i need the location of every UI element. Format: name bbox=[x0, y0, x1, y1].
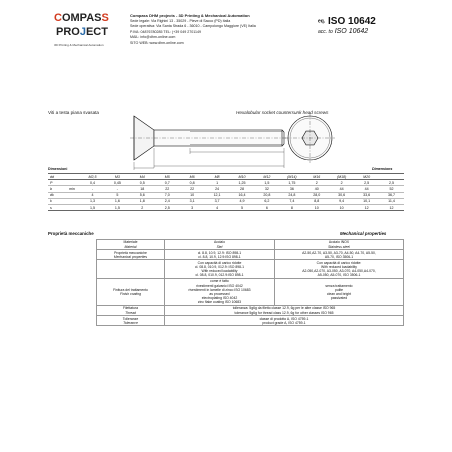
table-cell: 3 bbox=[180, 204, 205, 210]
cell-line: electroplating ISO 4042 bbox=[201, 296, 238, 301]
standard-code: ISO 10642 bbox=[328, 16, 376, 27]
row-header-it: Filettatura bbox=[122, 306, 139, 311]
table-cell: 2 bbox=[304, 180, 329, 186]
company-name: Compass DHM projects - 3D Printing & Mechanical Automation bbox=[130, 13, 250, 18]
row-header-en: Tolerance bbox=[123, 320, 138, 325]
row-header-it: Finitura del trattamento bbox=[113, 287, 148, 292]
table-cell: 2 bbox=[130, 204, 155, 210]
table-cell: - bbox=[80, 186, 105, 192]
header-material-it: Materiale bbox=[123, 240, 138, 245]
table-cell bbox=[165, 278, 275, 305]
table-cell: 0,8 bbox=[180, 180, 205, 186]
table-header-cell: M16 bbox=[304, 174, 329, 180]
standard-sub bbox=[318, 28, 398, 35]
table-row bbox=[97, 260, 404, 279]
dimensions-body bbox=[48, 180, 404, 211]
cell-line: product grade A, ISO 4759-1 bbox=[262, 320, 306, 325]
standard-sub-prefix: acc. to bbox=[318, 29, 333, 35]
table-cell: 0,5 bbox=[130, 180, 155, 186]
row-header-cell bbox=[97, 250, 165, 260]
table-cell: 40 bbox=[304, 186, 329, 192]
cell-line: classe di prodotto A, ISO 4759-1 bbox=[259, 316, 309, 321]
table-header-cell: M8 bbox=[205, 174, 230, 180]
cell-line: Con capacità di carico ridotte bbox=[197, 260, 242, 265]
table-cell: 2,5 bbox=[379, 180, 404, 186]
cell-line: tolerance 5g6g for thread class 12.9, 6g for other classes ISO 965 bbox=[234, 310, 334, 315]
table-cell: 12,1 bbox=[205, 192, 230, 198]
row-header-cell bbox=[97, 305, 165, 315]
logo-wordmark-bottom bbox=[56, 26, 108, 38]
screw-side-view bbox=[130, 116, 288, 170]
product-title-english: Hexalobular socket countersunk head screws bbox=[236, 110, 329, 115]
table-header-cell: dd bbox=[48, 174, 64, 180]
table-cell: 22 bbox=[180, 186, 205, 192]
company-legal-address: Sede legale: Via Righini 13 - 35029 - Pieve di Sacco (PD) Italia bbox=[130, 18, 231, 23]
logo-tagline: 3D Printing & Mechanical Automation bbox=[54, 43, 104, 47]
table-cell: 1,5 bbox=[254, 180, 279, 186]
table-header-cell bbox=[97, 240, 165, 250]
table-header-cell: M6 bbox=[180, 174, 205, 180]
row-header-en: Mechanical properties bbox=[113, 254, 148, 259]
table-cell: 1,6 bbox=[105, 198, 130, 204]
header-material-en: Material bbox=[124, 244, 137, 249]
cell-line: A5-050, A5-070, ISO 3506-1 bbox=[317, 273, 361, 278]
table-cell: 8 bbox=[279, 204, 304, 210]
header-steel-en: Stel bbox=[216, 244, 223, 249]
table-cell: 6,2 bbox=[254, 198, 279, 204]
company-vat-phone: P.IVA: 04876780285 TEL: (+39 049 2701149 bbox=[130, 29, 201, 34]
table-cell: 3,7 bbox=[205, 198, 230, 204]
table-header-cell: M3 bbox=[105, 174, 130, 180]
table-cell: 0,4 bbox=[80, 180, 105, 186]
cell-line: A2-050,A2-070, A3-050, A3-070, A4-050,A4-070, bbox=[302, 269, 376, 274]
table-cell: 5 bbox=[105, 192, 130, 198]
table-cell: 20,8 bbox=[254, 192, 279, 198]
table-cell: 0,7 bbox=[155, 180, 180, 186]
logo-letter: J bbox=[79, 26, 86, 38]
logo-text: ECT bbox=[85, 26, 108, 38]
row-header-cell bbox=[97, 278, 165, 305]
company-website[interactable]: SITO WEB: www.dhm-online.com bbox=[130, 40, 184, 45]
cell-line: tolleranza: 5g6g da filetto classe 12.9, 6g per le altre classe ISO 965 bbox=[232, 306, 336, 311]
table-header-cell: M2,5 bbox=[80, 174, 105, 180]
table-row bbox=[97, 278, 404, 305]
table-cell: 2,5 bbox=[155, 204, 180, 210]
table-cell: 1 bbox=[205, 180, 230, 186]
mechanical-header-row bbox=[97, 240, 404, 250]
cell-line: cl. 08.8, 010.9, 012.9: ISO 898-1 bbox=[194, 264, 244, 269]
cell-line: cl. 8.8, 10.9, 12.9:ISO 898-1 bbox=[198, 254, 241, 259]
table-cell bbox=[165, 305, 404, 315]
cell-line: come è fatto bbox=[210, 279, 229, 284]
header-inox-en: Stainless steel bbox=[328, 244, 350, 249]
row-header-cell bbox=[97, 260, 165, 279]
row-header-it: Tolleranze bbox=[122, 316, 139, 321]
table-cell bbox=[64, 204, 80, 210]
table-header-cell: M12 bbox=[254, 174, 279, 180]
screw-technical-drawing bbox=[130, 112, 340, 174]
company-info bbox=[130, 13, 290, 47]
cell-line: zinc flake coating ISO 10683 bbox=[197, 300, 242, 305]
dimensions-label-italian: Dimensioni bbox=[48, 167, 68, 171]
table-cell: 10 bbox=[304, 204, 329, 210]
product-title-italian: Viti a testa piana svasata bbox=[48, 110, 99, 115]
table-cell: 32 bbox=[254, 186, 279, 192]
header-steel-it: Acciaio bbox=[214, 240, 225, 245]
cell-line: passivated bbox=[330, 296, 348, 301]
cell-line: senza trattamento bbox=[325, 283, 353, 288]
table-cell: 22 bbox=[155, 186, 180, 192]
cell-line: cl. 08.8, 010.9, 012.9:ISO 898-1 bbox=[195, 273, 244, 278]
table-cell: 1,25 bbox=[230, 180, 255, 186]
cell-line: Con capacità di carico ridotte: bbox=[316, 260, 362, 265]
table-cell bbox=[165, 260, 275, 279]
dimensions-label-english: Dimensions bbox=[372, 167, 393, 171]
cell-line: With reduced loadability bbox=[201, 269, 238, 274]
table-cell: 4 bbox=[205, 204, 230, 210]
table-header-cell bbox=[275, 240, 404, 250]
logo-text: OMPAS bbox=[61, 12, 102, 24]
dimensions-table bbox=[48, 173, 404, 211]
table-cell: 2 bbox=[329, 180, 354, 186]
table-cell bbox=[275, 250, 404, 260]
logo-wordmark-top bbox=[54, 12, 109, 24]
cell-line: pulite bbox=[334, 287, 344, 292]
table-cell: 44 bbox=[329, 186, 354, 192]
table-cell: 2,4 bbox=[155, 198, 180, 204]
table-cell: - bbox=[105, 186, 130, 192]
table-cell: 24,8 bbox=[279, 192, 304, 198]
table-cell: 10 bbox=[329, 204, 354, 210]
table-cell: 36 bbox=[279, 186, 304, 192]
table-cell: 5,6 bbox=[130, 192, 155, 198]
table-cell: 7,0 bbox=[155, 192, 180, 198]
row-header-cell bbox=[97, 316, 165, 326]
header-inox-it: Acciaio INOX bbox=[328, 240, 350, 245]
table-cell: 9,4 bbox=[329, 198, 354, 204]
table-row bbox=[97, 316, 404, 326]
table-cell: 11,4 bbox=[379, 198, 404, 204]
standard-main bbox=[318, 16, 398, 27]
table-cell: 4,9 bbox=[230, 198, 255, 204]
mechanical-body bbox=[97, 250, 404, 326]
table-cell: 8,8 bbox=[304, 198, 329, 204]
table-cell: 4 bbox=[80, 192, 105, 198]
standard-reference bbox=[318, 16, 398, 35]
cell-line: as processed bbox=[209, 291, 230, 296]
table-cell: 16,4 bbox=[230, 192, 255, 198]
cell-line: rivestimenti galvanici ISO 4042 bbox=[196, 283, 243, 288]
company-email[interactable]: MAIL: info@dhm-online.com bbox=[130, 35, 176, 40]
table-cell: 18 bbox=[130, 186, 155, 192]
table-cell: 36,7 bbox=[379, 192, 404, 198]
logo-letter: C bbox=[54, 12, 62, 24]
table-row bbox=[97, 250, 404, 260]
table-cell: 1,75 bbox=[279, 180, 304, 186]
table-cell bbox=[275, 260, 404, 279]
standard-sub-code: ISO 10642 bbox=[334, 28, 369, 35]
table-cell bbox=[275, 278, 404, 305]
logo-text: PRO bbox=[56, 26, 80, 38]
table-cell bbox=[165, 250, 275, 260]
table-cell: 28,0 bbox=[304, 192, 329, 198]
table-cell: k bbox=[48, 198, 64, 204]
table-cell: 1,5 bbox=[80, 204, 105, 210]
table-cell: 24 bbox=[205, 186, 230, 192]
cell-line: A5-70, ISO 3506-1 bbox=[324, 254, 354, 259]
table-cell: 6 bbox=[254, 204, 279, 210]
cell-line: With reduced loadability bbox=[321, 264, 357, 269]
table-cell: 10,1 bbox=[354, 198, 379, 204]
cell-line: A2-50,A2-70, A3-50, A3-70, A4-50, A4-70, A5-50, bbox=[302, 250, 376, 255]
table-cell: 52 bbox=[379, 186, 404, 192]
table-row bbox=[97, 305, 404, 315]
table-cell: 12 bbox=[379, 204, 404, 210]
table-row bbox=[48, 204, 404, 210]
table-header-cell bbox=[165, 240, 275, 250]
table-cell: 0,45 bbox=[105, 180, 130, 186]
table-header-cell: M4 bbox=[130, 174, 155, 180]
cell-line: clean and bright bbox=[326, 291, 352, 296]
table-cell: 12 bbox=[354, 204, 379, 210]
table-header-cell: M10 bbox=[230, 174, 255, 180]
row-header-en: Finish coating bbox=[120, 291, 141, 296]
mechanical-label-italian: Proprietà meccaniche bbox=[48, 231, 94, 236]
cell-line: cl. 8.8, 10.9, 12.9: ISO 898-1 bbox=[197, 250, 242, 255]
screw-end-view bbox=[285, 113, 335, 163]
row-header-en: Thread bbox=[125, 310, 136, 315]
standard-prefix: eq. bbox=[318, 18, 326, 25]
table-cell: 28 bbox=[230, 186, 255, 192]
row-header-it: Proprietà meccaniche bbox=[114, 250, 147, 255]
table-cell: min bbox=[64, 186, 80, 192]
table-cell: 5 bbox=[230, 204, 255, 210]
table-header-cell: M20 bbox=[354, 174, 379, 180]
table-cell bbox=[165, 316, 404, 326]
company-logo bbox=[54, 12, 122, 52]
table-cell: 44 bbox=[354, 186, 379, 192]
company-operating-address: Sede operativa: Via Santa Strada 6 - 36010 - Campolongo Maggiore (VE) Italia bbox=[130, 24, 256, 29]
mechanical-label-english: Mechanical properties bbox=[340, 231, 387, 236]
table-header-cell: (M14) bbox=[279, 174, 304, 180]
table-cell: 1,8 bbox=[130, 198, 155, 204]
mechanical-properties-table bbox=[96, 239, 404, 326]
cell-line: rivestimenti in lamelle di zinco ISO 10683 bbox=[188, 287, 251, 292]
table-cell: s bbox=[48, 204, 64, 210]
table-cell: 1,5 bbox=[105, 204, 130, 210]
table-cell: P bbox=[48, 180, 64, 186]
table-cell: 10 bbox=[180, 192, 205, 198]
table-cell: 33,6 bbox=[354, 192, 379, 198]
table-cell: dk bbox=[48, 192, 64, 198]
table-cell: b bbox=[48, 186, 64, 192]
table-header-cell: (M18) bbox=[329, 174, 354, 180]
table-cell: 1,3 bbox=[80, 198, 105, 204]
table-cell: 30,6 bbox=[329, 192, 354, 198]
table-cell: 2,5 bbox=[354, 180, 379, 186]
table-cell: 7,4 bbox=[279, 198, 304, 204]
table-cell: 3,1 bbox=[180, 198, 205, 204]
table-header-cell: M5 bbox=[155, 174, 180, 180]
logo-letter: S bbox=[101, 12, 109, 24]
